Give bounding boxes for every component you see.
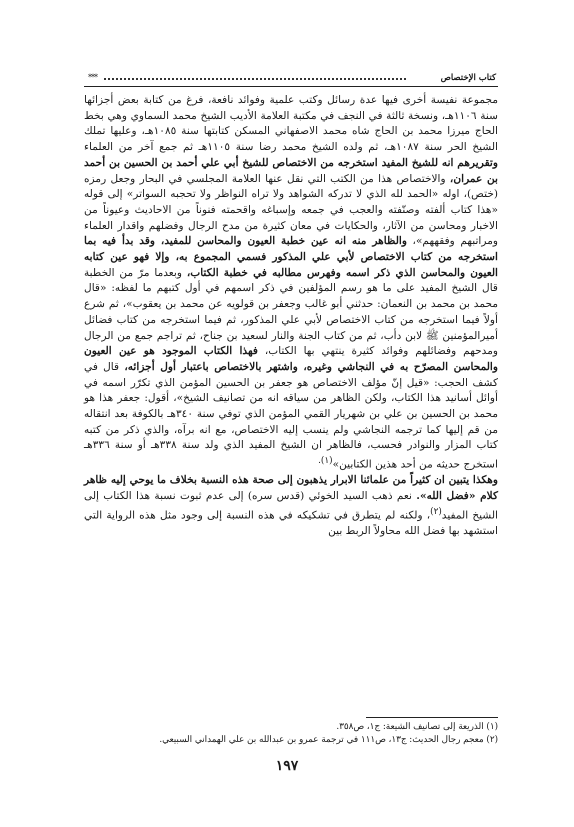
book-title: كتاب الإختصاص [440, 73, 496, 83]
running-header [88, 72, 496, 84]
text-run: ، ولكنه لم يتطرق في تشكيكه في هذه النسبة إلى وجود مثل هذه الرواية التي استشهد بها فضل الله محاولاً الربط بين [84, 509, 498, 538]
header-dotted-rule [104, 78, 406, 80]
text-run-bold: وهكذا يتبين ان كثيراً من علمائنا الابرار يذهبون إلى صحة هذه النسبة بخلاف ما يوحي إليه ظاهر كلام «فضل الله». [84, 474, 498, 503]
text-run: مجموعة نفيسة أخرى فيها عدة رسائل وكتب علمية وفوائد نافعة، فرغ من كتابة بعض أجزائها سنة ١١٠٦هـ، ونسخة ثالثة في النجف في مكتبة العلامة الأديب الشيخ محمد السماوي وهي بخط الحاج ميرزا محمد بن الحاج شاه محمد الاصفهاني المسكن كتابتها سنة ١٠٨٥هـ، وعليها تملك الشيخ الحر سنة ١٠٨٧هـ، ثم ولده الشيخ محمد رضا سنة ١١٠٥هـ ثم جمع آخر من العلماء [84, 94, 498, 154]
paragraph-1 [84, 93, 498, 473]
footnote-ref-2: (٢) [430, 506, 442, 517]
main-text [84, 93, 498, 540]
footnote-2: (٢) معجم رجال الحديث: ج١٣، ص١١١ في ترجمة عمرو بن عبدالله بن علي الهمداني السبيعي. [159, 735, 498, 745]
footnotes [84, 721, 498, 747]
text-run: نعم ذهب السيد الخوئي (قدس سره) إلى عدم ثبوت نسبة هذا الكتاب إلى الشيخ المفيد [84, 490, 498, 522]
header-rule [84, 86, 498, 87]
page-number: ١٩٧ [275, 758, 299, 774]
text-run: والاختصاص هذا من الكتب التي نقل عنها العلامة المجلسي في البحار وجعل رمزه (ختص)، اوله «الحمد لله الذي لا تدركه الشواهد ولا تراه النواظر ولا تحجبه السواتر» إلى قوله «هذا كتاب ألفته وصنّفته والعجب في جمعه وإسباغه واقحمته فنوناً من الاحاديث وعيوناً من الاخبار ومحاسن من الآثار، والحكايات في معان كثيرة من مدح الرجال وفضلهم واقدار العلماء ومراتبهم وفقههم»، [84, 172, 498, 248]
text-run-bold: وتقريرهم انه للشيخ المفيد استخرجه من الاختصاص للشيخ أبي علي أحمد بن الحسين بن أحمد بن عمران، [84, 156, 498, 185]
header-stars: *** [88, 73, 97, 82]
footnote-rule [366, 717, 498, 718]
paragraph-2 [84, 473, 498, 539]
text-run: قال في كشف الحجب: «قيل إنّ مؤلف الاختصاص هو جعفر بن الحسين المؤمن الذي تكرّر اسمه في أوائل أسانيد هذا الكتاب، ولكن الظاهر من سياقه انه من تصانيف الشيخ»، أقول: جعفر هذا هو محمد بن الحسين بن علي بن شهريار القمي المؤمن الذي توفي سنة ٣٤٠هـ بالكوفة بعد انتقاله من قم إليها كما ترجمه النجاشي ولم ينسب إليه الاختصاص، مع انه برآه، والذي ذكر من كتبه كتاب المزار والنوادر فحسب، فالظاهر ان الشيخ المفيد الذي ولد سنة ٣٣٨هـ أو سنة ٣٣٦هـ استخرج حديثه من أحد هذين الكتابين» [84, 360, 499, 471]
footnote-1: (١) الذريعة إلى تصانيف الشيعة: ج١، ص٣٥٨. [336, 722, 498, 732]
footnote-ref-1: (١). [318, 456, 333, 467]
text-run: وبعدما مرّ من الخطبة قال الشيخ المفيد على ما هو رسم المؤلفين في ذكر اسمهم في أول كتبهم ما لفظه: «قال محمد بن محمد بن النعمان: حدثني أبو غالب وجعفر بن قولويه عن محمد بن يعقوب»، ثم شرع أولاً فيما استخرجه من كتاب الاختصاص لأبي علي المذكور، ثم فيما استخرجه من كتاب فضائل أميرالمؤمنين ﷺ لابن دأب، ثم من كتاب الجنة والنار لسعيد بن جناح، ثم تراجم جمع من الرجال ومدحهم وفضائلهم وفوائد كثيرة ينتهي بها الكتاب، [84, 266, 498, 358]
text-run-bold: فهذا الكتاب الموجود هو عين العيون والمحاسن المصرّح به في النجاشي وغيره، واشتهر بالاختصاص باعتبار أول أجزائه، [84, 345, 498, 373]
text-run-bold: والظاهر منه انه عين خطبة العيون والمحاسن للمفيد، وقد بدأ فيه بما استخرجه من كتاب الاختصاص لأبي علي المذكور فسمي المجموع به، وإلا فهو عين كتابه العيون والمحاسن الذي ذكر اسمه وفهرس مطالبه في خطبة الكتاب، [84, 235, 498, 279]
